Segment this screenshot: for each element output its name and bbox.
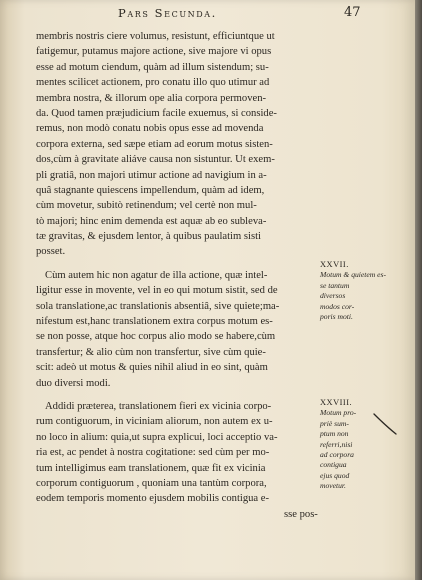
text-line: tò majori; hinc enim demenda est aquæ ab eo sublevа- [36, 215, 267, 227]
text-line: posset. [36, 246, 66, 258]
text-line: remus, non modò conatu nobis opus esse ad movenda [36, 123, 264, 135]
marginal-note-line: modos cor- [320, 301, 355, 311]
text-line: se non posse, atque hoc corpus alio modo se habere,cùm [36, 331, 276, 343]
text-line: sola translatione,ac translationis absentiâ, sive quiete;ma- [36, 300, 280, 312]
text-line: scit: adeò ut motus & quies nihil aliud in eo sint, quàm [36, 362, 268, 374]
marginal-note-line: Motum pro- [320, 408, 357, 418]
text-line: rum contiguorum, in viciniam aliorum, non autem ex u- [36, 416, 273, 428]
marginal-note-line: referri,nisi [320, 439, 353, 449]
text-line: transfertur; & alio cùm non transfertur, sive cùm quie- [36, 346, 266, 358]
text-line: pli gratiâ, non majori utimur actione ad navigium in a- [36, 169, 267, 181]
text-line: ria est, ac pendet à nostra cogitatione: sed cùm per mo- [36, 447, 270, 459]
text-line: tum intelligimus eam translationem, quæ fit ex vicinia [36, 462, 266, 474]
marginal-note-line: contigua [320, 460, 347, 470]
marginal-note-line: priè sum- [320, 418, 349, 428]
paragraph-2 [36, 268, 314, 391]
text-line: ligitur esse in movente, vel in eo qui motum sistit, sed de [36, 285, 278, 297]
text-line: fatigemur, putamus majore actione, sive majore vi opus [36, 46, 272, 58]
main-text-block [36, 29, 318, 522]
marginal-note-number: XXVII. [320, 260, 349, 269]
marginal-note-line: ejus quod [320, 470, 350, 480]
page-edge-shadow [415, 0, 422, 580]
text-line: cùm movetur, subitò retinendum; vel certè non mul- [36, 200, 257, 212]
marginal-note-line: diversos [320, 291, 346, 301]
text-line: Cùm autem hic non agatur de illa actione, quæ intel- [45, 269, 268, 281]
text-line: quâ stagnante quiescens impellendum, quàm ad idem, [36, 184, 265, 196]
marginal-note-line: se tantum [320, 280, 350, 290]
paragraph-3 [36, 399, 318, 522]
marginal-note-line: Motum & quietem es- [320, 270, 387, 280]
page-header [0, 6, 415, 22]
text-line: eodem temporis momento ejusdem mobilis contigua e- [36, 493, 270, 505]
paragraph-1 [36, 29, 314, 260]
running-title: Pars Secunda. [118, 6, 217, 20]
text-line: membra nostra, & illorum ope alia corpora permoven- [36, 92, 267, 104]
catchword: sse pos- [284, 508, 318, 520]
text-line: nifestum est,hanc translationem extra corpus motum es- [36, 316, 273, 328]
text-line: mentes scilicet actionem, pro conatu illo quo utimur ad [36, 77, 270, 89]
text-line: Addidi præterea, translationem fieri ex vicinia corpo- [45, 400, 272, 412]
marginal-note-line: ad corpora [320, 450, 354, 460]
marginal-note-line: movetur. [320, 481, 346, 491]
handwritten-pen-mark [372, 412, 398, 436]
marginal-note-27 [320, 260, 390, 322]
marginal-note-line: poris moti. [320, 312, 353, 322]
marginal-note-line: ptum non [320, 429, 349, 439]
text-line: membris nostris ciere volumus, resistunt, efficiuntque ut [36, 31, 275, 42]
text-line: esse ad motum ciendum, quàm ad illum sistendum; su- [36, 61, 269, 73]
text-line: corpora externa, sed sæpe etiam ad eorum motus sisten- [36, 138, 273, 150]
text-line: corporum contiguorum , quoniam una tantùm corpora, [36, 477, 267, 489]
text-line: dos,cùm à gravitate aliáve causa non sistuntur. Ut exem- [36, 154, 275, 166]
text-line: tæ gravitas, & ejusdem lentor, à quibus paulatim sisti [36, 231, 261, 243]
text-line: da. Quod tamen præjudicium facile exuemus, si conside- [36, 107, 277, 119]
text-line: duo diversi modi. [36, 377, 111, 389]
text-line: no loco in alium: quia,ut supra explicui, loci acceptio va- [36, 431, 278, 443]
marginal-note-number: XXVIII. [320, 398, 353, 407]
page-number: 47 [344, 5, 361, 20]
